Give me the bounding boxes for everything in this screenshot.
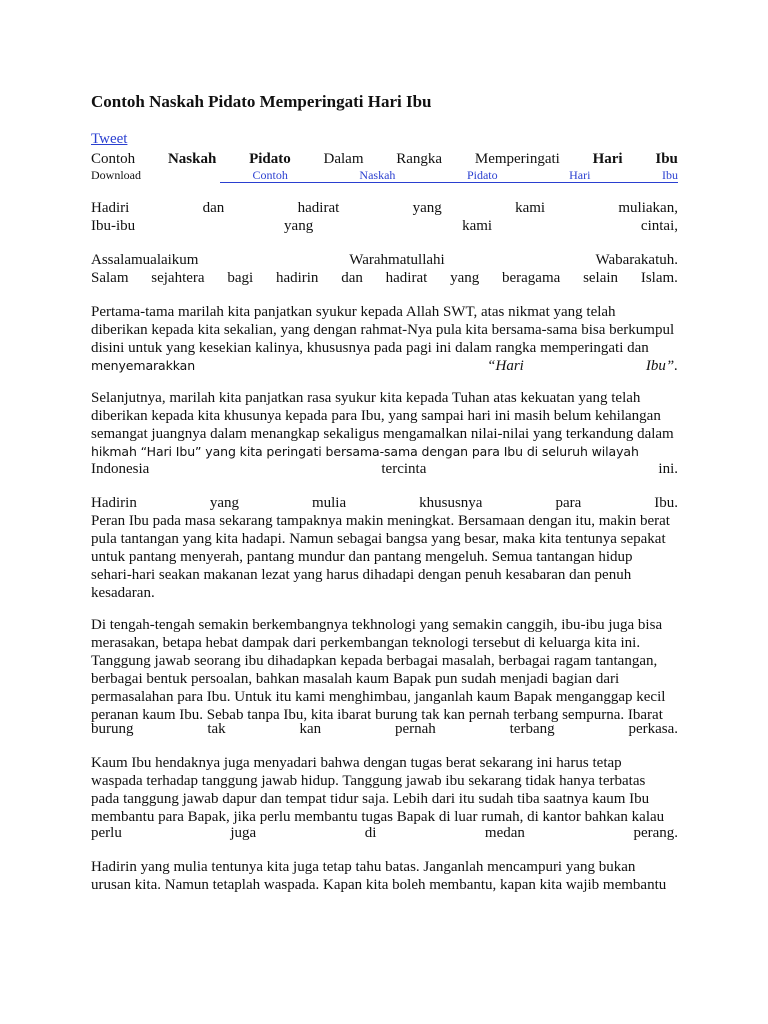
word: Ibu”. — [645, 358, 678, 374]
word: medan — [484, 825, 525, 841]
paragraph-line: Peran Ibu pada masa sekarang tampaknya makin meningkat. Bersamaan dengan itu, makin berat — [91, 513, 670, 529]
word: “Hari — [487, 358, 524, 374]
word: tercinta — [381, 461, 427, 477]
header-word: Dalam — [323, 151, 364, 167]
paragraph-line: diberikan kepada kita khusunya kepada para Ibu, yang sampai hari ini masih belum kehilangan — [91, 408, 661, 424]
paragraph-line: berbagai bentuk persoalan, bahkan masalah kaum Bapak pun sudah menjadi bagian dari — [91, 671, 620, 687]
paragraph-line: urusan kita. Namun tetaplah waspada. Kapan kita boleh membantu, kapan kita wajib membantu — [91, 877, 667, 893]
word: ini. — [658, 461, 678, 477]
word: khususnya — [419, 495, 483, 511]
word: kami — [462, 218, 493, 234]
word: dan — [341, 270, 363, 286]
paragraph-line: Hadirin yang mulia tentunya kita juga tetap tahu batas. Janganlah mencampuri yang bukan — [91, 859, 636, 875]
word: kan — [299, 721, 322, 737]
paragraph-line: merasakan, betapa hebat dampak dari perkembangan teknologi tersebut di keluarga kita ini. — [91, 635, 641, 651]
header-word: Naskah — [167, 151, 217, 167]
word: yang — [209, 495, 239, 511]
paragraph-line: Tanggung jawab seorang ibu dihadapkan kepada berbagai masalah, berbagai ragam tantangan, — [91, 653, 658, 669]
tweet-link[interactable]: Tweet — [91, 131, 128, 147]
word: Assalamualaikum — [91, 252, 199, 268]
download-line — [91, 168, 678, 182]
word: dan — [202, 200, 225, 216]
paragraph-line — [91, 720, 678, 738]
paragraph-line: sehari-hari seakan makanan lezat yang harus dihadapi dengan penuh kesabaran dan penuh — [91, 567, 632, 583]
word: menyemarakkan — [91, 358, 196, 373]
paragraph-line — [91, 494, 678, 512]
download-link-ibu[interactable]: Ibu — [662, 168, 678, 182]
download-link-underline — [220, 182, 678, 183]
paragraph-line — [91, 217, 678, 235]
word: perlu — [91, 825, 122, 841]
paragraph-line: Kaum Ibu hendaknya juga menyadari bahwa dengan tugas berat sekarang ini harus tetap — [91, 755, 622, 771]
paragraph-line: Pertama-tama marilah kita panjatkan syukur kepada Allah SWT, atas nikmat yang telah — [91, 304, 616, 320]
word: Ibu. — [654, 495, 678, 511]
paragraph-line: pada tanggung jawab dapur dan tempat tidur saja. Lebih dari itu sudah tiba saatnya kaum Ibu — [91, 791, 650, 807]
paragraph-line — [91, 443, 678, 461]
header-word: Hari — [592, 151, 623, 167]
word: mulia — [311, 495, 347, 511]
paragraph-line: permasalahan para Ibu. Untuk itu kami menghimbau, janganlah kaum Bapak menganggap kecil — [91, 689, 666, 705]
header-word: Ibu — [655, 151, 678, 167]
paragraph-line — [91, 460, 678, 478]
paragraph-line — [91, 357, 678, 375]
word: yang — [284, 218, 314, 234]
word: bagi — [227, 270, 254, 286]
paragraph-line: semangat juangnya dalam menangkap sekaligus mengamalkan nilai-nilai yang terkandung dalam — [91, 426, 674, 442]
word: Hadiri — [91, 200, 130, 216]
word: Indonesia — [91, 461, 150, 477]
download-label: Download — [91, 168, 141, 182]
word: hadirat — [385, 270, 428, 286]
paragraph-line: untuk pantang menyerah, pantang mundur dan pantang mengeluh. Semua tantangan hidup — [91, 549, 633, 565]
word: Hadirin — [91, 495, 137, 511]
word: hadirin — [275, 270, 319, 286]
word: di — [364, 825, 377, 841]
word: muliakan, — [618, 200, 678, 216]
paragraph-line: Di tengah-tengah semakin berkembangnya tekhnologi yang semakin canggih, ibu-ibu juga bisa — [91, 617, 663, 633]
word: hadirat — [297, 200, 340, 216]
word: pernah — [394, 721, 436, 737]
paragraph-line — [91, 251, 678, 269]
word: tak — [207, 721, 226, 737]
word: kami — [515, 200, 546, 216]
header-word: Rangka — [396, 151, 443, 167]
word: Ibu-ibu — [91, 218, 136, 234]
paragraph-line: peranan kaum Ibu. Sebab tanpa Ibu, kita ibarat burung tak kan pernah terbang sempurna. Ibarat — [91, 707, 663, 723]
paragraph-line: waspada terhadap tanggung jawab hidup. Tanggung jawab ibu sekarang tidak hanya terbatas — [91, 773, 646, 789]
word: selain — [583, 270, 619, 286]
paragraph-line: pula tantangan yang kita hadapi. Namun sebagai bangsa yang besar, maka kita tentunya sepakat — [91, 531, 666, 547]
word: Wabarakatuh. — [595, 252, 678, 268]
download-link-contoh[interactable]: Contoh — [252, 168, 288, 182]
word: perkasa. — [628, 721, 678, 737]
header-word: Contoh — [91, 151, 136, 167]
header-word: Pidato — [249, 151, 291, 167]
paragraph-line: membantu para Bapak, jika perlu membantu tugas Bapak di luar rumah, di kantor bahkan kalau — [91, 809, 665, 825]
word: beragama — [502, 270, 561, 286]
word: Warahmatullahi — [349, 252, 445, 268]
download-link-naskah[interactable]: Naskah — [359, 168, 396, 182]
download-link-pidato[interactable]: Pidato — [466, 168, 498, 182]
paragraph-line: kesadaran. — [91, 585, 155, 601]
word: Islam. — [640, 270, 678, 286]
word: Salam — [91, 270, 129, 286]
paragraph-line: Selanjutnya, marilah kita panjatkan rasa syukur kita kepada Tuhan atas kekuatan yang telah — [91, 390, 641, 406]
paragraph-line — [91, 199, 678, 217]
word: cintai, — [640, 218, 678, 234]
document-title: Contoh Naskah Pidato Memperingati Hari Ibu — [91, 92, 432, 111]
paragraph-line: diberikan kepada kita sekalian, yang dengan rahmat-Nya pula kita bersama-sama bisa berkumpul — [91, 322, 675, 338]
word: yang — [450, 270, 480, 286]
word: sejahtera — [151, 270, 205, 286]
paragraph-line: disini untuk yang kesekian kalinya, khususnya pada pagi ini dalam rangka memperingati dan — [91, 340, 649, 356]
header-word: Memperingati — [474, 151, 560, 167]
word: juga — [230, 825, 257, 841]
word: perang. — [633, 825, 678, 841]
paragraph-line — [91, 269, 678, 287]
word: burung — [91, 721, 134, 737]
download-link-hari[interactable]: Hari — [569, 168, 591, 182]
word: terbang — [509, 721, 555, 737]
paragraph-line — [91, 824, 678, 842]
word: yang — [412, 200, 442, 216]
word: para — [555, 495, 582, 511]
header-line — [91, 150, 678, 168]
text: hikmah “Hari Ibu” yang kita peringati bersama-sama dengan para Ibu di seluruh wilayah — [91, 444, 639, 459]
